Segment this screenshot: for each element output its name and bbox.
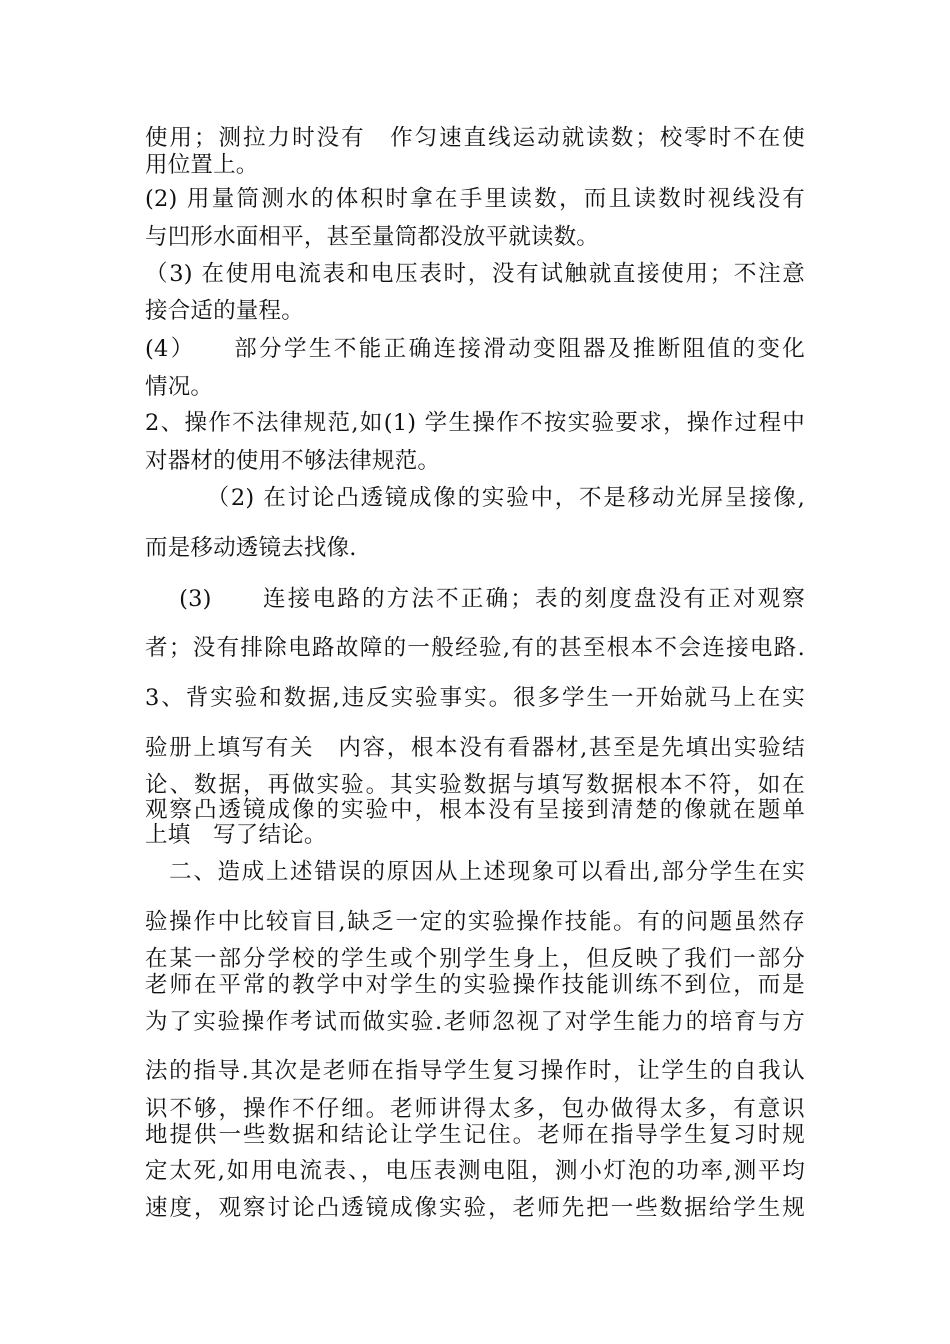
text-line: 2、操作不法律规范,如(1) 学生操作不按实验要求，操作过程中 [145,410,805,436]
text-line: 速度，观察讨论凸透镜成像实验，老师先把一些数据给学生规 [145,1195,805,1221]
text-line: 3、背实验和数据,违反实验事实。很多学生一开始就马上在实 [145,685,805,711]
text-line: 接合适的量程。 [145,298,304,324]
text-line: 老师在平常的教学中对学生的实验操作技能训练不到位，而是 [145,972,805,998]
text-line: 为了实验操作考试而做实验.老师忽视了对学生能力的培育与方 [145,1009,805,1035]
text-line: (4） 部分学生不能正确连接滑动变阻器及推断阻值的变化 [145,336,805,362]
text-line: 观察凸透镜成像的实验中，根本没有呈接到清楚的像就在题单 [145,797,805,823]
text-line: 验操作中比较盲目,缺乏一定的实验操作技能。有的问题虽然存 [145,909,805,935]
text-line: 在某一部分学校的学生或个别学生身上，但反映了我们一部分 [145,946,805,972]
text-line: 用位置上。 [145,152,259,178]
text-line: (3) 连接电路的方法不正确；表的刻度盘没有正对观察 [145,586,805,612]
text-line: 验册上填写有关 内容，根本没有看器材,甚至是先填出实验结 [145,735,805,761]
text-line: 上填 写了结论。 [145,822,327,848]
text-line: 法的指导.其次是老师在指导学生复习操作时，让学生的自我认 [145,1058,805,1084]
text-line: 与凹形水面相平，甚至量筒都没放平就读数。 [145,224,600,250]
text-line: 地提供一些数据和结论让学生记住。老师在指导学生复习时规 [145,1122,805,1148]
text-line: 情况。 [145,374,214,400]
text-line: 识不够，操作不仔细。老师讲得太多，包办做得太多，有意识 [145,1096,805,1122]
text-line: 论、数据，再做实验。其实验数据与填写数据根本不符，如在 [145,772,805,798]
text-line: 者；没有排除电路故障的一般经验,有的甚至根本不会连接电路. [145,635,805,661]
text-line: 而是移动透镜去找像. [145,535,357,561]
text-line: 二、造成上述错误的原因从上述现象可以看出,部分学生在实 [145,859,805,885]
text-line: （2) 在讨论凸透镜成像的实验中，不是移动光屏呈接像, [145,485,805,511]
text-line: 对器材的使用不够法律规范。 [145,448,441,474]
text-line: 定太死,如用电流表、，电压表测电阻，测小灯泡的功率,测平均 [145,1158,805,1184]
text-line: 使用；测拉力时没有 作匀速直线运动就读数；校零时不在使 [145,125,805,151]
text-line: （3) 在使用电流表和电压表时，没有试触就直接使用；不注意 [145,261,805,287]
text-line: (2) 用量筒测水的体积时拿在手里读数，而且读数时视线没有 [145,186,805,212]
